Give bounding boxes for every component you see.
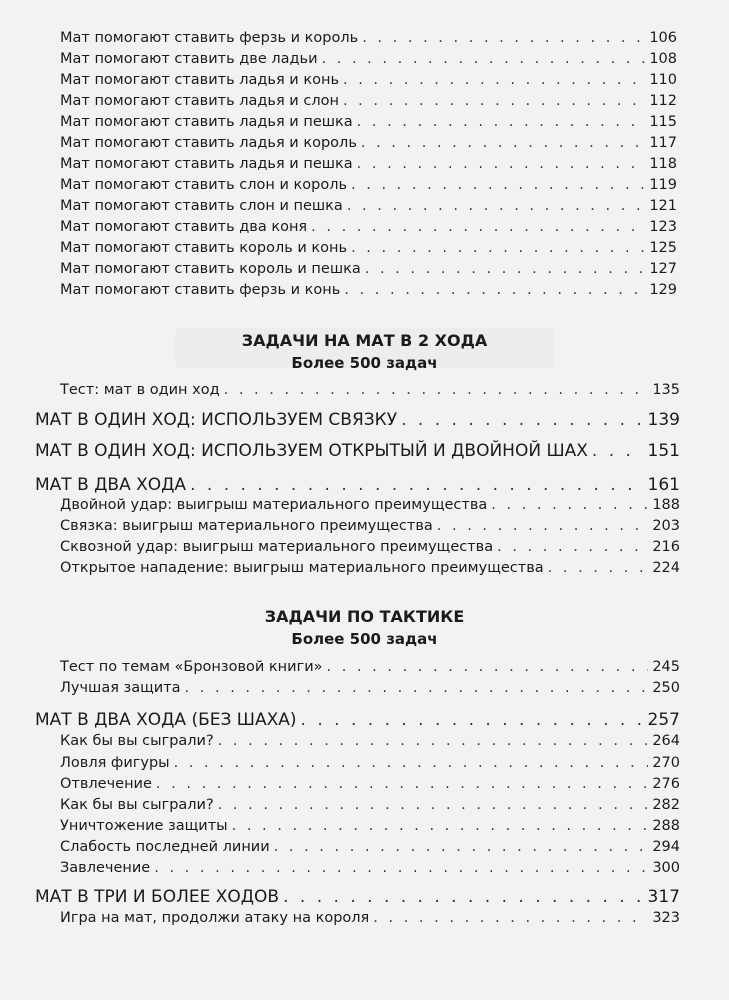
- toc-entry-title: Как бы вы сыграли?: [60, 733, 214, 749]
- dot-leader: [156, 776, 648, 792]
- toc-entry-title: Тест: мат в один ход: [60, 382, 220, 398]
- dot-leader: [232, 818, 649, 834]
- toc-entry-title: МАТ В ДВА ХОДА (БЕЗ ШАХА): [35, 710, 297, 730]
- toc-entry-title: Слабость последней линии: [60, 839, 270, 855]
- toc-entry[interactable]: [60, 51, 677, 67]
- toc-entry-title: Мат помогают ставить ферзь и конь: [60, 282, 341, 298]
- toc-entry[interactable]: [60, 114, 677, 130]
- dot-leader: [361, 135, 645, 151]
- toc-entry-title: Мат помогают ставить ладья и конь: [60, 72, 339, 88]
- toc-entry[interactable]: [60, 156, 677, 172]
- toc-entry-page: 288: [652, 818, 680, 834]
- toc-entry-page: 125: [649, 240, 677, 256]
- toc-entry-page: 112: [649, 93, 677, 109]
- toc-entry-page: 300: [652, 860, 680, 876]
- toc-entry-title: Мат помогают ставить слон и пешка: [60, 198, 343, 214]
- toc-entry[interactable]: [60, 30, 677, 46]
- dot-leader: [327, 659, 649, 675]
- toc-entry[interactable]: [60, 518, 680, 534]
- toc-entry-title: Ловля фигуры: [60, 755, 170, 771]
- dot-leader: [343, 93, 645, 109]
- toc-entry-page: 118: [649, 156, 677, 172]
- toc-entry[interactable]: [60, 219, 677, 235]
- toc-entry-page: 129: [649, 282, 677, 298]
- dot-leader: [437, 518, 649, 534]
- toc-chapter[interactable]: [35, 410, 680, 430]
- toc-entry-page: 139: [647, 410, 680, 430]
- dot-leader: [362, 30, 645, 46]
- dot-leader: [357, 114, 646, 130]
- toc-entry[interactable]: [60, 93, 677, 109]
- toc-entry-page: 250: [652, 680, 680, 696]
- toc-entry[interactable]: [60, 910, 680, 926]
- toc-entry-title: Мат помогают ставить две ладьи: [60, 51, 318, 67]
- toc-entry-page: 203: [652, 518, 680, 534]
- toc-entry[interactable]: [60, 282, 677, 298]
- section-subtitle: Более 500 задач: [291, 630, 438, 648]
- section-title: ЗАДАЧИ ПО ТАКТИКЕ: [264, 607, 465, 626]
- toc-entry[interactable]: [60, 839, 680, 855]
- dot-leader: [218, 733, 649, 749]
- toc-entry-page: 106: [649, 30, 677, 46]
- dot-leader: [274, 839, 649, 855]
- section-subtitle: Более 500 задач: [291, 354, 438, 372]
- toc-entry-page: 135: [652, 382, 680, 398]
- toc-entry-page: 121: [649, 198, 677, 214]
- dot-leader: [365, 261, 646, 277]
- dot-leader: [311, 219, 645, 235]
- toc-entry[interactable]: [60, 177, 677, 193]
- dot-leader: [497, 539, 648, 555]
- toc-entry[interactable]: [60, 135, 677, 151]
- toc-entry[interactable]: [60, 680, 680, 696]
- toc-entry[interactable]: [60, 261, 677, 277]
- toc-entry-page: 161: [647, 475, 680, 495]
- toc-entry-title: Мат помогают ставить ладья и пешка: [60, 156, 353, 172]
- toc-entry[interactable]: [60, 818, 680, 834]
- toc-entry[interactable]: [60, 560, 680, 576]
- toc-entry[interactable]: [60, 659, 680, 675]
- toc-chapter[interactable]: [35, 441, 680, 461]
- toc-entry-page: 294: [652, 839, 680, 855]
- toc-chapter[interactable]: [35, 475, 680, 495]
- dot-leader: [322, 51, 646, 67]
- toc-entry-page: 282: [652, 797, 680, 813]
- toc-entry-title: МАТ В ДВА ХОДА: [35, 475, 187, 495]
- toc-entry-title: МАТ В ТРИ И БОЛЕЕ ХОДОВ: [35, 887, 280, 907]
- toc-entry[interactable]: [60, 776, 680, 792]
- toc-entry-page: 123: [649, 219, 677, 235]
- toc-entry-page: 257: [647, 710, 680, 730]
- toc-entry-page: 117: [649, 135, 677, 151]
- toc-entry[interactable]: [60, 382, 680, 398]
- toc-entry-title: Мат помогают ставить слон и король: [60, 177, 348, 193]
- toc-entry[interactable]: [60, 733, 680, 749]
- toc-entry-page: 108: [649, 51, 677, 67]
- toc-entry-page: 115: [649, 114, 677, 130]
- toc-entry-title: Мат помогают ставить ладья и пешка: [60, 114, 353, 130]
- dot-leader: [548, 560, 649, 576]
- dot-leader: [373, 910, 648, 926]
- toc-entry-title: Завлечение: [60, 860, 151, 876]
- dot-leader: [491, 497, 648, 513]
- dot-leader: [351, 177, 645, 193]
- dot-leader: [218, 797, 649, 813]
- toc-entry[interactable]: [60, 497, 680, 513]
- dot-leader: [343, 72, 645, 88]
- toc-entry-title: Открытое нападение: выигрыш материального преимущества: [60, 560, 544, 576]
- toc-entry-page: 110: [649, 72, 677, 88]
- toc-entry-title: Мат помогают ставить ладья и слон: [60, 93, 339, 109]
- toc-entry-page: 216: [652, 539, 680, 555]
- toc-entry-page: 188: [652, 497, 680, 513]
- toc-entry-page: 317: [647, 887, 680, 907]
- toc-entry-page: 276: [652, 776, 680, 792]
- toc-entry-page: 127: [649, 261, 677, 277]
- toc-entry-title: Двойной удар: выигрыш материального преимущества: [60, 497, 488, 513]
- toc-entry[interactable]: [60, 797, 680, 813]
- toc-entry[interactable]: [60, 72, 677, 88]
- dot-leader: [224, 382, 649, 398]
- dot-leader: [357, 156, 646, 172]
- toc-entry-title: Мат помогают ставить король и пешка: [60, 261, 361, 277]
- toc-entry-title: Игра на мат, продолжи атаку на короля: [60, 910, 370, 926]
- toc-entry-page: 224: [652, 560, 680, 576]
- toc-entry-title: Связка: выигрыш материального преимущества: [60, 518, 433, 534]
- dot-leader: [347, 198, 646, 214]
- toc-entry-title: Мат помогают ставить два коня: [60, 219, 308, 235]
- toc-entry-title: Уничтожение защиты: [60, 818, 228, 834]
- toc-entry[interactable]: [60, 755, 680, 771]
- toc-entry-page: 245: [652, 659, 680, 675]
- dot-leader: [154, 860, 648, 876]
- toc-entry-page: 270: [652, 755, 680, 771]
- toc-entry-title: Мат помогают ставить король и конь: [60, 240, 348, 256]
- toc-entry[interactable]: [60, 198, 677, 214]
- dot-leader: [301, 710, 644, 730]
- toc-entry-title: Отвлечение: [60, 776, 152, 792]
- toc-entry-title: Лучшая защита: [60, 680, 181, 696]
- dot-leader: [351, 240, 645, 256]
- toc-entry[interactable]: [60, 539, 680, 555]
- toc-entry-title: Тест по темам «Бронзовой книги»: [60, 659, 323, 675]
- dot-leader: [174, 755, 649, 771]
- toc-entry-title: МАТ В ОДИН ХОД: ИСПОЛЬЗУЕМ ОТКРЫТЫЙ И ДВОЙНОЙ ШАХ: [35, 441, 588, 461]
- toc-entry-title: Сквозной удар: выигрыш материального преимущества: [60, 539, 494, 555]
- toc-chapter[interactable]: [35, 887, 680, 907]
- dot-leader: [592, 441, 644, 461]
- toc-entry-title: Как бы вы сыграли?: [60, 797, 214, 813]
- dot-leader: [185, 680, 649, 696]
- toc-entry-page: 264: [652, 733, 680, 749]
- toc-entry-page: 119: [649, 177, 677, 193]
- toc-chapter[interactable]: [35, 710, 680, 730]
- toc-entry-title: Мат помогают ставить ладья и король: [60, 135, 357, 151]
- section-title: ЗАДАЧИ НА МАТ В 2 ХОДА: [241, 331, 488, 350]
- dot-leader: [401, 410, 643, 430]
- toc-entry[interactable]: [60, 240, 677, 256]
- toc-entry-page: 151: [647, 441, 680, 461]
- toc-entry[interactable]: [60, 860, 680, 876]
- toc-entry-page: 323: [652, 910, 680, 926]
- toc-entry-title: Мат помогают ставить ферзь и король: [60, 30, 359, 46]
- toc-entry-title: МАТ В ОДИН ХОД: ИСПОЛЬЗУЕМ СВЯЗКУ: [35, 410, 398, 430]
- dot-leader: [190, 475, 643, 495]
- dot-leader: [283, 887, 643, 907]
- dot-leader: [344, 282, 645, 298]
